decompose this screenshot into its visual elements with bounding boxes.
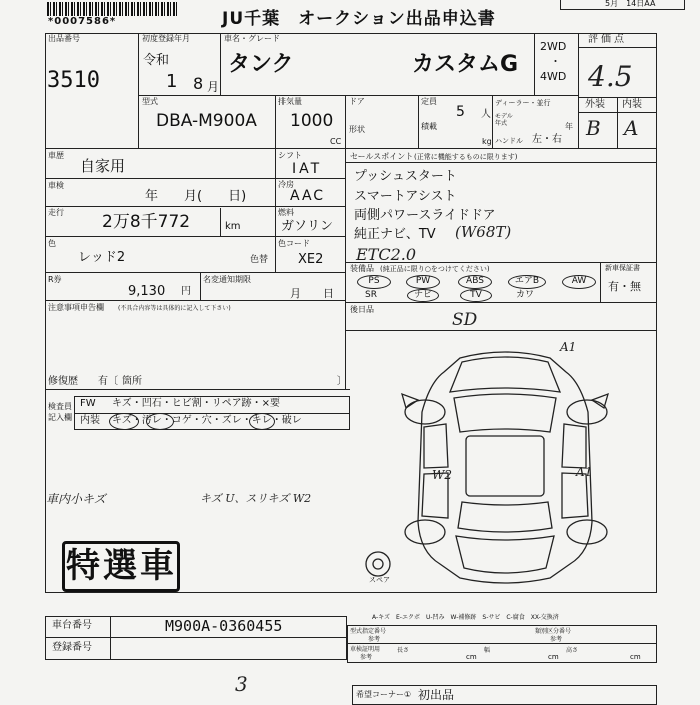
addr-date: 月 日: [290, 287, 334, 300]
addr-label: 名変通知期限: [203, 275, 251, 284]
sales-point-4: 純正ナビ、TV: [354, 227, 436, 242]
model-year-label: モデル年式: [495, 113, 513, 127]
rtax-value: 9,130: [128, 284, 166, 299]
cert-ref: 参考: [360, 654, 373, 661]
history-label: 車歴: [48, 151, 64, 160]
mileage-unit: km: [225, 221, 241, 232]
mileage-label: 走行: [48, 208, 64, 217]
ac-value: AAC: [290, 188, 326, 204]
rtax-label: R券: [48, 275, 62, 284]
load-label: 積載: [421, 122, 437, 131]
car-diagram: [350, 332, 656, 592]
repair-close: 〕: [337, 376, 347, 387]
inspector-label: 検査員記入欄: [48, 402, 72, 422]
chassis-number: M900A-0360455: [165, 617, 283, 635]
interior-grade: A: [624, 116, 639, 140]
shift-value: IAT: [292, 161, 323, 177]
name-label: 車名・グレード: [224, 34, 280, 43]
month: 8: [193, 74, 204, 93]
equip-tv: TV: [460, 289, 492, 302]
note-interior: 車内小キズ: [46, 492, 106, 506]
manual-label: 新車保証書: [605, 264, 640, 272]
car-name: タンク: [228, 52, 294, 77]
exterior-grade: B: [586, 116, 601, 140]
ac-label: 冷房: [278, 180, 294, 189]
mileage-value: 2万8千772: [102, 212, 191, 232]
chassis-label: 車台番号: [52, 620, 92, 631]
type-label: 型式指定番号: [350, 628, 387, 635]
date-text: 5月 14日AA: [605, 0, 656, 8]
equip-ps: PS: [357, 275, 391, 289]
fw-items: キズ・凹石・ヒビ割・リペア跡・×要: [112, 398, 280, 409]
drive-dot: ・: [550, 55, 561, 68]
height-unit: cm: [630, 653, 641, 661]
fw-label: FW: [80, 398, 96, 409]
width-unit: cm: [548, 653, 559, 661]
mark-a1-right: A1: [576, 465, 593, 479]
sales-point-2: スマートアシスト: [354, 189, 457, 204]
page-number: 3: [235, 672, 248, 696]
equipment-sub: (純正品に限り○をつけてください): [380, 265, 490, 273]
inspection-value: 年 月( 日): [145, 189, 247, 204]
repair-label: 修復歴: [48, 376, 78, 387]
shape-label: 形状: [349, 125, 365, 134]
cc-label: CC: [330, 137, 342, 146]
rtax-unit: 円: [181, 286, 191, 297]
model-year-unit: 年: [565, 122, 573, 131]
equip-pw: PW: [406, 275, 440, 289]
load-unit: kg: [482, 137, 492, 146]
score-label: 評価点: [588, 34, 627, 45]
history-value: 自家用: [80, 157, 126, 175]
color-change-label: 色替: [250, 255, 269, 265]
color-label: 色: [48, 239, 56, 248]
equipment-label: 装備品: [350, 264, 374, 273]
sales-sub: (正常に機能するものに限ります): [414, 153, 518, 161]
sales-point-3: 両側パワースライドドア: [354, 208, 496, 223]
equip-leather: カワ: [516, 290, 535, 300]
mark-w2: W2: [432, 468, 452, 482]
fuel-label: 燃料: [278, 208, 294, 217]
capacity-unit: 人: [481, 109, 491, 120]
notes-label: 注意事項申告欄: [48, 303, 104, 312]
capacity-label: 定員: [421, 97, 437, 106]
door-label: ドア: [349, 97, 365, 106]
damage-legend: A-キズ E-エクボ U-凹み W-補修跡 S-サビ C-腐食 XX-交換済: [372, 614, 559, 621]
capacity: 5: [456, 104, 465, 120]
after-value: SD: [452, 310, 478, 330]
displacement: 1000: [290, 111, 334, 131]
length-label: 長さ: [397, 647, 410, 654]
first-reg-label: 初度登録年月: [142, 34, 190, 43]
class-label: 類別区分番号: [535, 628, 572, 635]
int-label: 内装: [80, 415, 100, 426]
mark-scratch: [109, 413, 139, 430]
cert-label: 車検証明用: [350, 646, 381, 653]
serial-number: *0007586*: [48, 16, 117, 27]
drive-4wd: 4WD: [540, 70, 567, 83]
equip-airbag: エアB: [508, 275, 546, 289]
sales-label: セールスポイント: [350, 152, 414, 161]
spare-label: スペア: [369, 576, 390, 584]
form-title: JU千葉 オークション出品申込書: [222, 9, 496, 29]
drive-2wd: 2WD: [540, 40, 567, 53]
length-unit: cm: [466, 653, 477, 661]
class-ref: 参考: [550, 636, 563, 643]
etc-note: ETC2.0: [356, 245, 417, 264]
mark-stain: [146, 413, 174, 430]
month-unit: 月: [207, 80, 220, 94]
manual-value: 有・無: [608, 280, 641, 293]
equip-navi: ナビ: [407, 289, 439, 302]
model-label: 型式: [142, 97, 158, 106]
fuel-value: ガソリン: [281, 219, 334, 234]
score-value: 4.5: [588, 60, 633, 93]
corner-value: 初出品: [418, 688, 455, 702]
dealer-label: ディーラー・並行: [495, 99, 551, 107]
lot-label: 出品番号: [48, 34, 80, 43]
inspection-label: 車検: [48, 181, 64, 190]
notes-sub: (不具合内容等は具体的に記入して下さい): [118, 305, 231, 312]
equip-sr: SR: [365, 290, 377, 300]
era: 令和: [143, 53, 170, 68]
type-ref: 参考: [368, 636, 381, 643]
barcode: [47, 2, 177, 16]
equip-abs: ABS: [458, 275, 492, 289]
exterior-label: 外装: [585, 99, 605, 110]
interior-label: 内装: [622, 99, 642, 110]
color-code-value: XE2: [298, 252, 324, 267]
displacement-label: 排気量: [278, 97, 302, 106]
shift-label: シフト: [278, 151, 302, 160]
sales-point-1: プッシュスタート: [354, 169, 457, 184]
model: DBA-M900A: [156, 111, 257, 131]
handle-value: 左・右: [532, 134, 562, 145]
mark-a1-front: A1: [560, 340, 577, 354]
height-label: 高さ: [566, 647, 579, 654]
year: 1: [166, 71, 178, 92]
after-label: 後日品: [350, 305, 374, 314]
corner-label: 希望コーナー①: [356, 690, 412, 699]
width-label: 幅: [484, 647, 491, 654]
note-scratch: キズ U、スリキズ W2: [200, 492, 312, 505]
color-code-label: 色コード: [278, 239, 310, 248]
repair-value: 有〔: [98, 376, 118, 387]
mark-shift: [249, 413, 275, 430]
color-value: レッド2: [78, 250, 126, 265]
lot-number: 3510: [47, 68, 100, 93]
handle-label: ハンドル: [495, 137, 523, 145]
special-text: 特選車: [66, 546, 177, 586]
equip-aw: AW: [562, 275, 596, 289]
spec-box: [347, 625, 657, 663]
reg-label: 登録番号: [52, 642, 92, 653]
int-items: キズ・汚レ・コゲ・穴・ズレ・キレ・破レ: [112, 415, 302, 426]
grade: カスタムG: [412, 52, 519, 77]
repair-unit: 箇所: [122, 376, 142, 387]
nav-note: (W68T): [455, 223, 512, 241]
